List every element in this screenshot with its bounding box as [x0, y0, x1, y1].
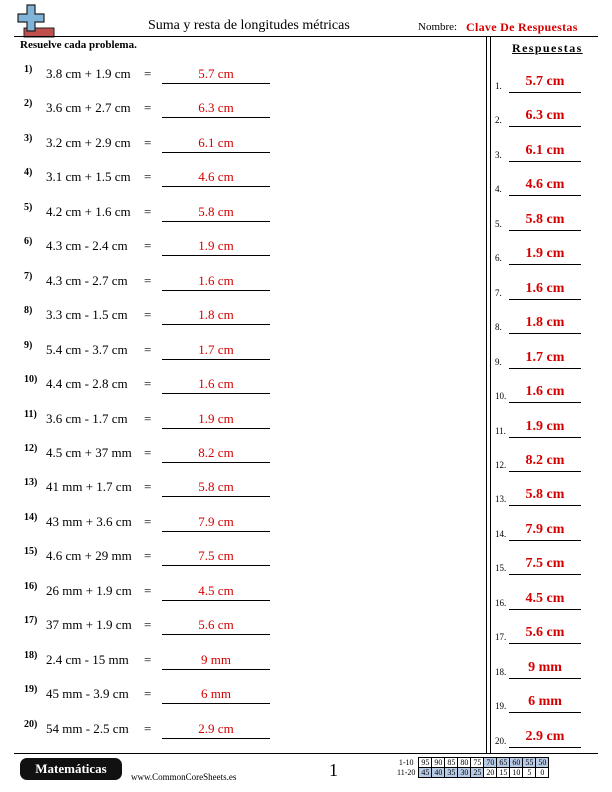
- answer-key-row: [495, 108, 583, 128]
- answer-key-number: 13.: [495, 494, 507, 505]
- answer-key-number: 2.: [495, 115, 502, 126]
- problem-answer[interactable]: 1.6 cm: [162, 273, 270, 291]
- score-cell: 15: [497, 768, 510, 778]
- answer-key-value: 1.7 cm: [509, 350, 581, 369]
- problem-answer[interactable]: 6.3 cm: [162, 100, 270, 118]
- problem-answer[interactable]: 2.9 cm: [162, 721, 270, 739]
- problem-expression: 4.2 cm + 1.6 cm: [46, 203, 131, 219]
- answer-key-row: [495, 74, 583, 94]
- answer-key-row: [495, 625, 583, 645]
- score-row: [396, 768, 549, 778]
- problem-expression: 4.5 cm + 37 mm: [46, 444, 132, 460]
- header-divider: [14, 36, 598, 37]
- problem-expression: 3.1 cm + 1.5 cm: [46, 169, 131, 185]
- instructions: Resuelve cada problema.: [20, 39, 137, 51]
- score-row: [396, 758, 549, 768]
- equals-sign: =: [144, 272, 152, 288]
- answer-key-number: 8.: [495, 322, 502, 333]
- score-cell: 25: [471, 768, 484, 778]
- equals-sign: =: [144, 513, 152, 529]
- equals-sign: =: [144, 479, 152, 495]
- answer-key-number: 11.: [495, 425, 506, 436]
- answer-key-number: 10.: [495, 391, 507, 402]
- worksheet-title: Suma y resta de longitudes métricas: [148, 18, 350, 33]
- score-cell: 80: [458, 758, 471, 768]
- score-row-label: 11-20: [397, 768, 416, 777]
- problem-number: 12): [24, 442, 38, 454]
- name-value: Clave De Respuestas: [466, 20, 578, 34]
- answer-key-row: [495, 591, 583, 611]
- problem-number: 11): [24, 408, 37, 420]
- score-cell: 40: [432, 768, 445, 778]
- logo-icon: [16, 4, 56, 38]
- problem-number: 4): [24, 167, 33, 179]
- answer-key-number: 16.: [495, 597, 507, 608]
- problem-expression: 4.6 cm + 29 mm: [46, 548, 132, 564]
- problem-number: 19): [24, 684, 38, 696]
- problem-number: 3): [24, 132, 33, 144]
- problem-number: 2): [24, 98, 33, 110]
- problem-answer[interactable]: 6.1 cm: [162, 135, 270, 153]
- equals-sign: =: [144, 651, 152, 667]
- answer-key-value: 1.6 cm: [509, 384, 581, 403]
- problem-answer[interactable]: 7.9 cm: [162, 514, 270, 532]
- answer-key-number: 19.: [495, 701, 507, 712]
- problem-answer[interactable]: 1.6 cm: [162, 376, 270, 394]
- problem-number: 6): [24, 236, 33, 248]
- answer-key-row: [495, 212, 583, 232]
- score-cell: 35: [445, 768, 458, 778]
- answer-key-row: [495, 453, 583, 473]
- answer-key-row: [495, 177, 583, 197]
- name-label: Nombre:: [418, 21, 458, 33]
- problem-answer[interactable]: 8.2 cm: [162, 445, 270, 463]
- answer-key-value: 4.5 cm: [509, 591, 581, 610]
- score-cell: 90: [432, 758, 445, 768]
- problem-answer[interactable]: 1.8 cm: [162, 307, 270, 325]
- answer-key-row: [495, 556, 583, 576]
- score-cell: 30: [458, 768, 471, 778]
- answer-key-value: 7.5 cm: [509, 556, 581, 575]
- equals-sign: =: [144, 169, 152, 185]
- answers-heading: Respuestas: [512, 41, 583, 55]
- problem-expression: 41 mm + 1.7 cm: [46, 479, 132, 495]
- answer-key-number: 14.: [495, 528, 507, 539]
- page-number: 1: [329, 760, 338, 780]
- problem-answer[interactable]: 1.7 cm: [162, 342, 270, 360]
- equals-sign: =: [144, 410, 152, 426]
- equals-sign: =: [144, 203, 152, 219]
- website-link[interactable]: www.CommonCoreSheets.es: [131, 772, 237, 782]
- equals-sign: =: [144, 307, 152, 323]
- equals-sign: =: [144, 617, 152, 633]
- equals-sign: =: [144, 100, 152, 116]
- problem-expression: 45 mm - 3.9 cm: [46, 686, 129, 702]
- problem-expression: 2.4 cm - 15 mm: [46, 651, 129, 667]
- problem-number: 8): [24, 305, 33, 317]
- problem-number: 15): [24, 546, 38, 558]
- score-table: [396, 757, 549, 778]
- score-cell: 0: [536, 768, 549, 778]
- answer-key-value: 6.3 cm: [509, 108, 581, 127]
- problem-expression: 4.4 cm - 2.8 cm: [46, 376, 128, 392]
- answer-key-row: [495, 694, 583, 714]
- answer-key-row: [495, 729, 583, 749]
- answer-key-row: [495, 350, 583, 370]
- problem-number: 20): [24, 718, 38, 730]
- answer-key-value: 6 mm: [509, 694, 581, 713]
- problem-answer[interactable]: 5.6 cm: [162, 617, 270, 635]
- score-cell: 75: [471, 758, 484, 768]
- problem-answer[interactable]: 5.8 cm: [162, 204, 270, 222]
- answer-key-number: 18.: [495, 666, 507, 677]
- problem-expression: 5.4 cm - 3.7 cm: [46, 341, 128, 357]
- answer-key-number: 7.: [495, 287, 502, 298]
- answer-key-value: 4.6 cm: [509, 177, 581, 196]
- score-cell: 70: [484, 758, 497, 768]
- problem-answer[interactable]: 4.6 cm: [162, 169, 270, 187]
- problem-answer[interactable]: 4.5 cm: [162, 583, 270, 601]
- problem-number: 7): [24, 270, 33, 282]
- answer-key-number: 6.: [495, 253, 502, 264]
- answer-key-value: 9 mm: [509, 660, 581, 679]
- answer-key-value: 1.9 cm: [509, 246, 581, 265]
- problem-expression: 3.3 cm - 1.5 cm: [46, 307, 128, 323]
- answer-key-value: 5.8 cm: [509, 487, 581, 506]
- score-row-label: 1-10: [398, 758, 414, 767]
- equals-sign: =: [144, 341, 152, 357]
- problem-expression: 4.3 cm - 2.4 cm: [46, 238, 128, 254]
- equals-sign: =: [144, 548, 152, 564]
- answer-key-value: 5.7 cm: [509, 74, 581, 93]
- equals-sign: =: [144, 66, 152, 81]
- problem-number: 9): [24, 339, 33, 351]
- problem-answer[interactable]: 5.7 cm: [162, 66, 270, 84]
- problem-answer[interactable]: 9 mm: [162, 652, 270, 670]
- problem-expression: 4.3 cm - 2.7 cm: [46, 272, 128, 288]
- problem-answer[interactable]: 1.9 cm: [162, 238, 270, 256]
- answer-key-value: 1.9 cm: [509, 419, 581, 438]
- answer-key-row: [495, 384, 583, 404]
- equals-sign: =: [144, 582, 152, 598]
- score-cell: 20: [484, 768, 497, 778]
- problem-number: 14): [24, 511, 38, 523]
- equals-sign: =: [144, 134, 152, 150]
- problem-expression: 3.8 cm + 1.9 cm: [46, 66, 131, 81]
- answer-column-divider: [486, 37, 491, 753]
- answer-key-number: 12.: [495, 459, 507, 470]
- answer-key-value: 8.2 cm: [509, 453, 581, 472]
- answer-key-number: 5.: [495, 218, 502, 229]
- problem-expression: 37 mm + 1.9 cm: [46, 617, 132, 633]
- answer-key-row: [495, 281, 583, 301]
- answer-key-row: [495, 315, 583, 335]
- answer-key-number: 15.: [495, 563, 507, 574]
- answer-key-number: 1.: [495, 81, 502, 91]
- answer-key-row: [495, 246, 583, 266]
- answer-key-number: 20.: [495, 735, 507, 746]
- problem-expression: 3.6 cm + 2.7 cm: [46, 100, 131, 116]
- equals-sign: =: [144, 238, 152, 254]
- problem-expression: 43 mm + 3.6 cm: [46, 513, 132, 529]
- problem-number: 5): [24, 201, 33, 213]
- problem-answer[interactable]: 7.5 cm: [162, 548, 270, 566]
- answer-key-value: 1.6 cm: [509, 281, 581, 300]
- score-cell: 5: [523, 768, 536, 778]
- problem-number: 1): [24, 64, 33, 75]
- answer-key-number: 17.: [495, 632, 507, 643]
- footer-divider: [14, 753, 598, 754]
- answer-key-row: [495, 419, 583, 439]
- score-cell: 45: [419, 768, 432, 778]
- answer-key-number: 4.: [495, 184, 502, 195]
- equals-sign: =: [144, 376, 152, 392]
- problem-number: 13): [24, 477, 38, 489]
- subject-badge: Matemáticas: [20, 758, 122, 780]
- equals-sign: =: [144, 686, 152, 702]
- answer-key-value: 2.9 cm: [509, 729, 581, 748]
- score-cell: 50: [536, 758, 549, 768]
- score-cell: 85: [445, 758, 458, 768]
- equals-sign: =: [144, 720, 152, 736]
- answer-key-number: 9.: [495, 356, 502, 367]
- answer-key-value: 1.8 cm: [509, 315, 581, 334]
- answer-key-value: 5.8 cm: [509, 212, 581, 231]
- problem-expression: 54 mm - 2.5 cm: [46, 720, 129, 736]
- problem-number: 18): [24, 649, 38, 661]
- problem-expression: 3.6 cm - 1.7 cm: [46, 410, 128, 426]
- answer-key-number: 3.: [495, 149, 502, 160]
- score-cell: 95: [419, 758, 432, 768]
- problem-expression: 3.2 cm + 2.9 cm: [46, 134, 131, 150]
- answer-key-value: 7.9 cm: [509, 522, 581, 541]
- problem-number: 10): [24, 374, 38, 386]
- problem-expression: 26 mm + 1.9 cm: [46, 582, 132, 598]
- answer-key-value: 6.1 cm: [509, 143, 581, 162]
- problem-answer[interactable]: 6 mm: [162, 686, 270, 704]
- score-cell: 65: [497, 758, 510, 768]
- answer-key-row: [495, 522, 583, 542]
- problem-number: 16): [24, 580, 38, 592]
- score-cell: 10: [510, 768, 523, 778]
- answer-key-row: [495, 660, 583, 680]
- problem-answer[interactable]: 1.9 cm: [162, 411, 270, 429]
- problem-answer[interactable]: 5.8 cm: [162, 479, 270, 497]
- score-cell: 60: [510, 758, 523, 768]
- problem-number: 17): [24, 615, 38, 627]
- answer-key-value: 5.6 cm: [509, 625, 581, 644]
- score-cell: 55: [523, 758, 536, 768]
- answer-key-row: [495, 487, 583, 507]
- answer-key-row: [495, 143, 583, 163]
- equals-sign: =: [144, 444, 152, 460]
